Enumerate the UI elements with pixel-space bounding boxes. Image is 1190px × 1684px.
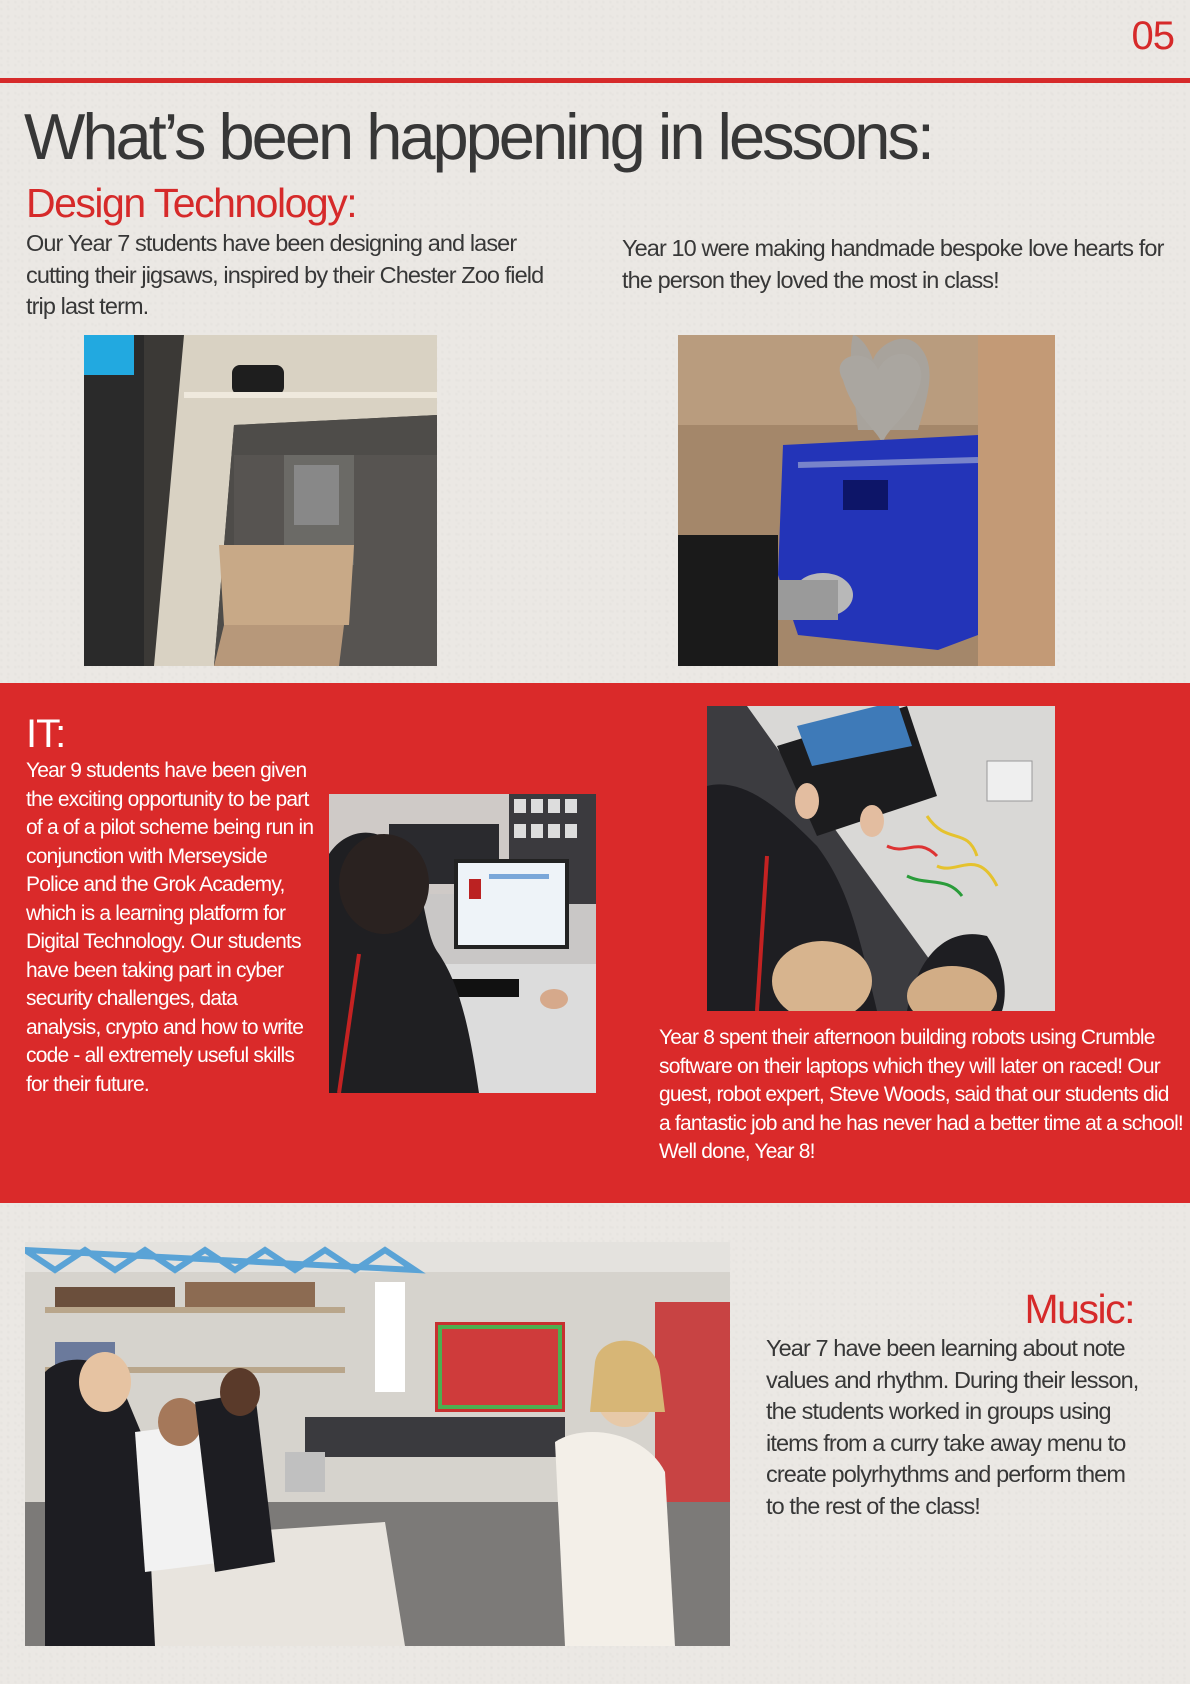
design-technology-year10-text: Year 10 were making handmade bespoke love hearts for the person they loved the most in class! bbox=[622, 235, 1164, 293]
page-number: 05 bbox=[1131, 14, 1174, 58]
it-year8-text: Year 8 spent their afternoon building robots using Crumble software on their laptops which they will later on raced! Our guest, robot expert, Steve Woods, said that our students did a fantastic job and he has never had a better time at a school! Well done, Year 8! bbox=[659, 1026, 1183, 1163]
header-divider bbox=[0, 78, 1190, 83]
heart-in-vice-photo bbox=[678, 335, 1055, 666]
student-at-computer-photo bbox=[329, 794, 596, 1093]
design-technology-year7-text: Our Year 7 students have been designing and laser cutting their jigsaws, inspired by their Chester Zoo field trip last term. bbox=[26, 230, 544, 319]
music-classroom-photo bbox=[25, 1242, 730, 1646]
music-text: Year 7 have been learning about note values and rhythm. During their lesson, the students worked in groups using items from a curry take away menu to create polyrhythms and perform them to the rest of the class! bbox=[766, 1335, 1139, 1519]
page-title: What’s been happening in lessons: bbox=[24, 100, 932, 173]
it-heading: IT: bbox=[26, 712, 66, 756]
design-technology-heading: Design Technology: bbox=[26, 180, 357, 226]
robot-building-photo bbox=[707, 706, 1055, 1011]
it-year9-text: Year 9 students have been given the exciting opportunity to be part of a of a pilot scheme being run in conjunction with Merseyside Police and the Grok Academy, which is a learning platform for Digital Technology. Our students have been taking part in cyber security challenges, data analysis, crypto and how to write code - all extremely useful skills for their future. bbox=[26, 759, 314, 1096]
laser-cutter-photo bbox=[84, 335, 437, 666]
music-heading: Music: bbox=[1024, 1286, 1134, 1332]
